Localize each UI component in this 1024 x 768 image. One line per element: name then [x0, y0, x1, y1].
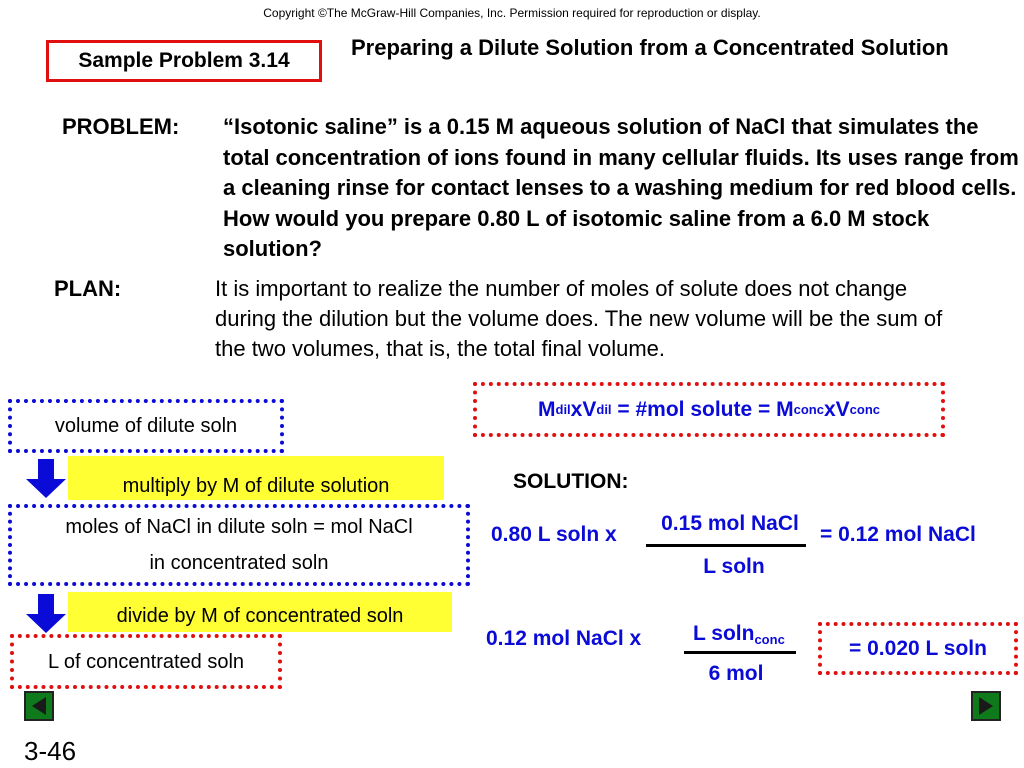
eq1-result: = 0.12 mol NaCl — [820, 523, 976, 546]
eq1-fraction-bar — [646, 544, 806, 547]
step-volume-dilute-label: volume of dilute soln — [54, 415, 238, 437]
operation-divide-label: divide by M of concentrated soln — [116, 604, 404, 627]
arrow-down-icon — [24, 459, 68, 499]
arrow-down-icon — [24, 594, 68, 634]
page-title: Preparing a Dilute Solution from a Concentrated Solution — [351, 35, 949, 60]
eq2-result-box — [818, 622, 1018, 675]
problem-text: “Isotonic saline” is a 0.15 M aqueous solution of NaCl that simulates the total concentration of ions found in many cellular fluids. Its uses range from a cleaning rinse for contact lenses to a washing medium for red blood cells. How would you prepare 0.80 L of isotomic saline from a 6.0 M stock solution? — [223, 114, 1019, 261]
dilution-formula — [473, 382, 945, 437]
eq2-numerator-text: L soln — [693, 622, 755, 645]
formula-v1-sub: dil — [596, 402, 612, 417]
eq1-numerator: 0.15 mol NaCl — [661, 512, 799, 535]
step-liters-label: L of concentrated soln — [47, 650, 245, 673]
formula-m2-sub: conc — [793, 402, 824, 417]
formula-x2: x — [823, 397, 836, 421]
operation-multiply-label: multiply by M of dilute solution — [122, 474, 390, 497]
formula-m1: M — [538, 397, 556, 421]
formula-m1-sub: dil — [555, 402, 571, 417]
step-volume-dilute — [8, 399, 284, 453]
prev-slide-button[interactable] — [24, 691, 54, 721]
eq2-denominator: 6 mol — [708, 662, 764, 685]
formula-v2: V — [835, 397, 850, 421]
copyright-notice: Copyright ©The McGraw-Hill Companies, Inc. Permission required for reproduction or display. — [263, 6, 761, 20]
eq1-denominator: L soln — [703, 555, 765, 578]
operation-multiply — [68, 456, 444, 500]
eq2-result: = 0.020 L soln — [849, 636, 987, 660]
formula-m2: M — [776, 397, 794, 421]
formula-x1: x — [570, 397, 583, 421]
eq2-fraction-bar — [684, 651, 796, 654]
eq2-left: 0.12 mol NaCl x — [486, 627, 642, 650]
slide-number: 3-46 — [24, 736, 77, 766]
step-moles-line2: in concentrated soln — [149, 552, 329, 574]
next-slide-button[interactable] — [971, 691, 1001, 721]
triangle-left-icon — [26, 693, 52, 719]
solution-label: SOLUTION: — [513, 470, 629, 493]
problem-label: PROBLEM: — [62, 114, 180, 139]
plan-text: It is important to realize the number of moles of solute does not change during the dilution but the volume does. The new volume will be the sum of the two volumes, that is, the total final volume. — [215, 276, 943, 361]
step-moles-nacl — [8, 504, 470, 586]
step-moles-line1: moles of NaCl in dilute soln = mol NaCl — [65, 516, 413, 538]
operation-divide — [68, 592, 452, 632]
eq2-numerator — [693, 622, 785, 647]
eq2-numerator-sub: conc — [754, 632, 785, 647]
formula-middle: = #mol solute = — [611, 397, 777, 421]
eq1-left: 0.80 L soln x — [491, 523, 617, 546]
step-liters-concentrated — [10, 634, 282, 689]
sample-problem-label: Sample Problem 3.14 — [46, 40, 322, 82]
formula-v2-sub: conc — [849, 402, 880, 417]
plan-label: PLAN: — [54, 276, 122, 301]
formula-v1: V — [582, 397, 597, 421]
triangle-right-icon — [973, 693, 999, 719]
